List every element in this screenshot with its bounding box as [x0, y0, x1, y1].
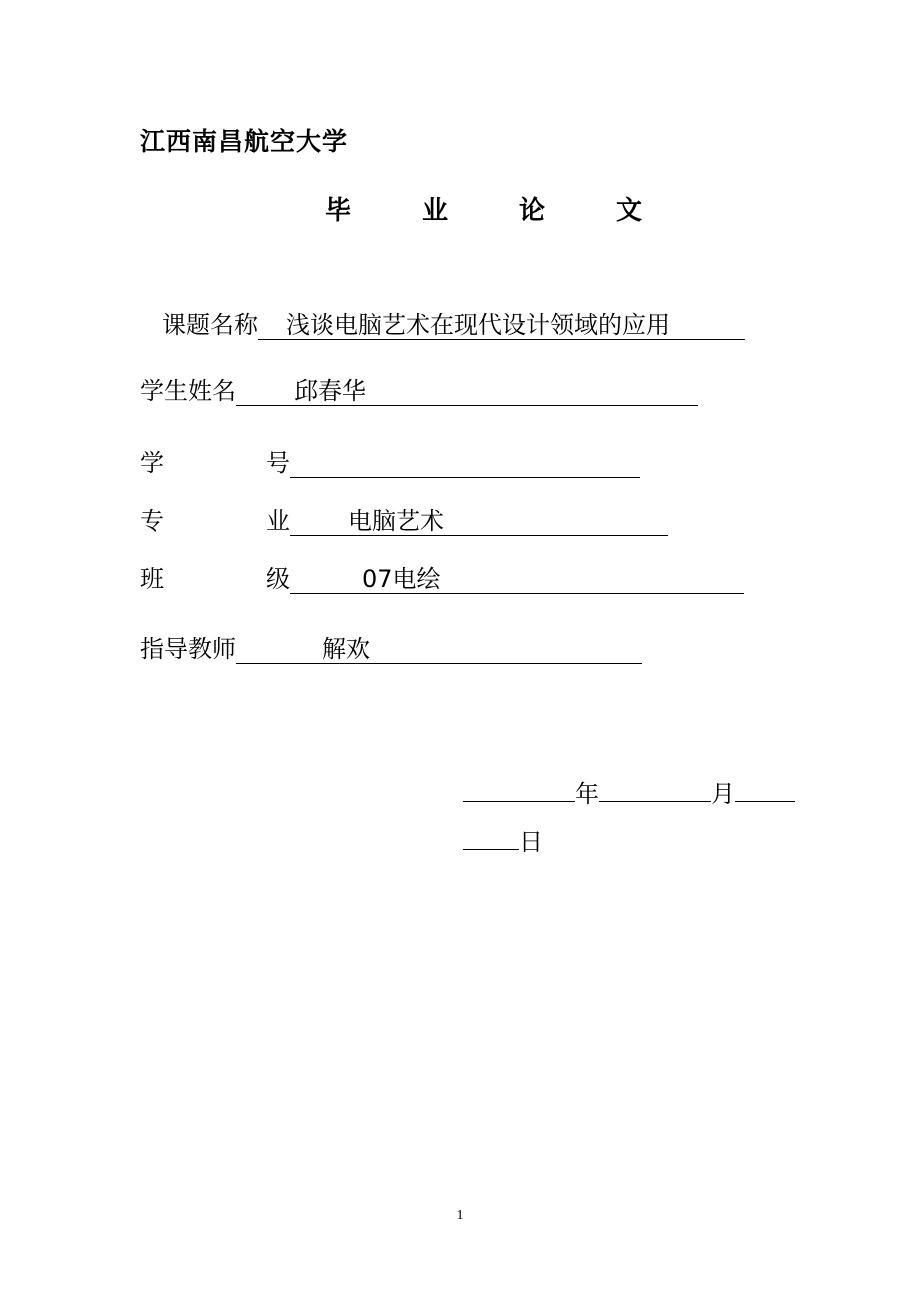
date-row-1	[463, 772, 795, 811]
topic-row	[162, 308, 745, 342]
major-row	[140, 504, 680, 538]
class-row	[140, 562, 760, 596]
student-id-field[interactable]	[290, 448, 640, 478]
school-name: 江西南昌航空大学	[140, 127, 349, 156]
day-blank-2[interactable]	[463, 820, 519, 850]
student-name-field[interactable]: 邱春华	[236, 376, 698, 406]
student-name-label: 学生姓名	[140, 377, 236, 405]
advisor-row	[140, 632, 642, 666]
advisor-label: 指导教师	[140, 635, 236, 663]
topic-field[interactable]: 浅谈电脑艺术在现代设计领域的应用	[258, 310, 745, 340]
year-label: 年	[575, 780, 599, 808]
year-blank[interactable]	[463, 772, 575, 802]
title-char-4: 文	[616, 196, 643, 226]
title-char-1: 毕	[325, 196, 352, 226]
document-title	[325, 190, 713, 227]
major-field[interactable]: 电脑艺术	[290, 506, 668, 536]
title-char-3: 论	[519, 196, 546, 226]
date-row-2	[463, 820, 543, 859]
major-label-1: 专	[140, 507, 164, 535]
page-number: 1	[456, 1208, 464, 1223]
advisor-field[interactable]: 解欢	[236, 634, 642, 664]
student-id-row	[140, 446, 660, 480]
class-label-1: 班	[140, 565, 164, 593]
student-id-label-1: 学	[140, 449, 164, 477]
student-name-row	[140, 374, 698, 408]
title-char-2: 业	[422, 196, 449, 226]
month-label: 月	[711, 780, 735, 808]
class-label-2: 级	[266, 565, 290, 593]
day-label: 日	[519, 828, 543, 856]
major-label-2: 业	[266, 507, 290, 535]
topic-label: 课题名称	[162, 311, 258, 339]
class-field[interactable]: 07电绘	[290, 564, 744, 594]
student-id-label-2: 号	[266, 449, 290, 477]
month-blank[interactable]	[599, 772, 711, 802]
day-blank-1[interactable]	[735, 772, 795, 802]
